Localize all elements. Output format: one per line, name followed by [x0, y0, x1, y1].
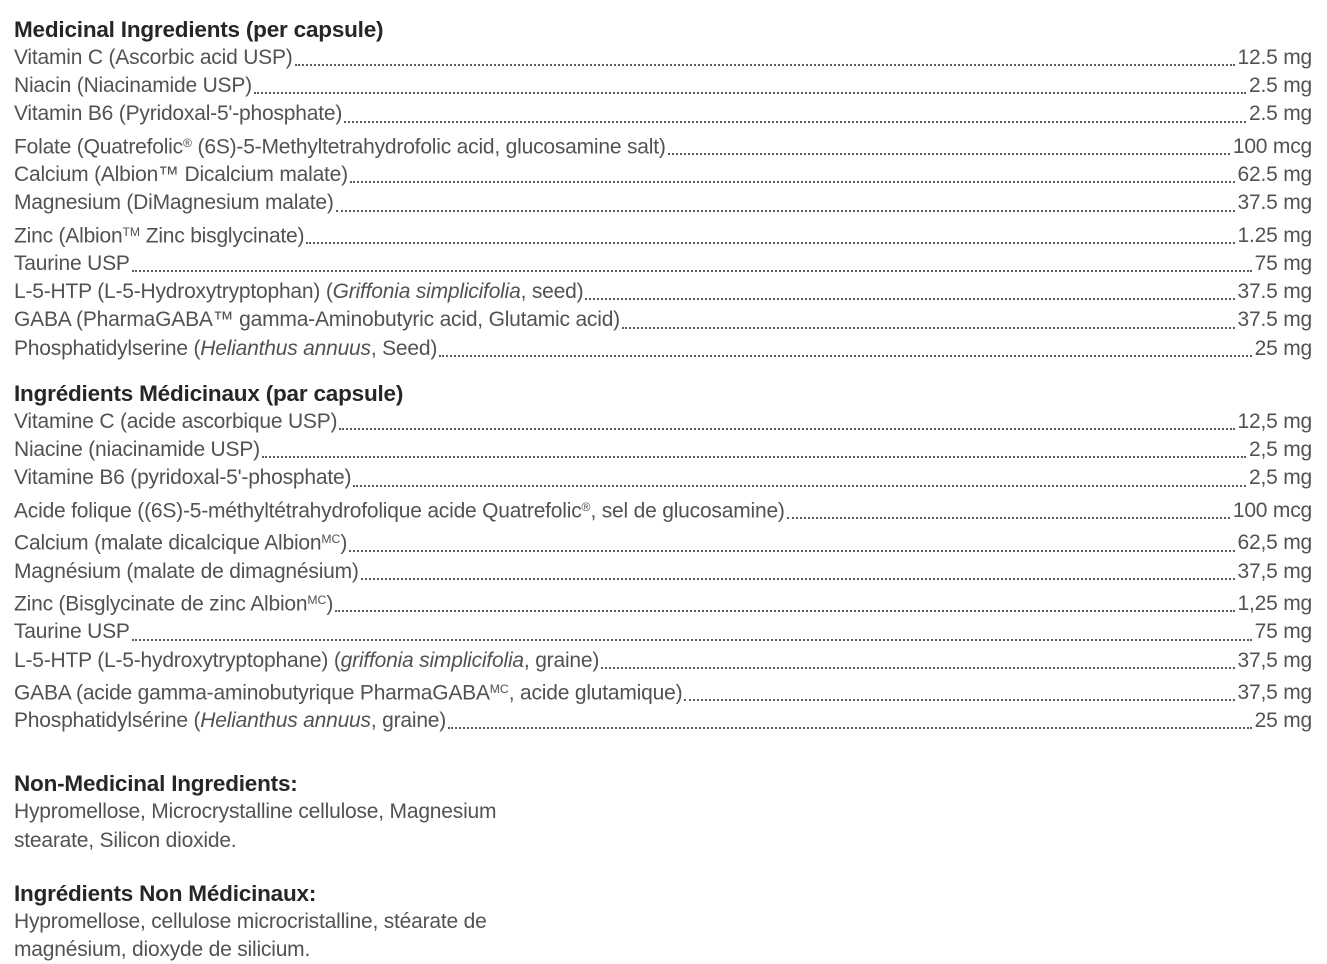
ingredient-amount: 37.5 mg [1237, 308, 1312, 332]
ingredient-row [14, 161, 1312, 189]
ingredient-amount: 75 mg [1254, 620, 1312, 644]
ingredient-amount: 37.5 mg [1237, 191, 1312, 215]
dot-leader [585, 298, 1234, 300]
ingredient-row [14, 558, 1312, 586]
ingredient-amount: 2,5 mg [1249, 438, 1312, 462]
ingredient-amount: 2,5 mg [1249, 466, 1312, 490]
dot-leader [349, 550, 1234, 552]
ingredient-name: Phosphatidylsérine (Helianthus annuus, graine) [14, 709, 447, 733]
ingredient-row [14, 675, 1312, 708]
text-line: magnésium, dioxyde de silicium. [14, 938, 311, 962]
ingredient-name: Zinc (Albion™ Zinc bisglycinate) [14, 223, 305, 247]
dot-leader [254, 92, 1246, 94]
non-medicinal-fr-heading: Ingrédients Non Médicinaux: [14, 880, 317, 906]
dot-leader [684, 699, 1234, 701]
dot-leader [295, 64, 1235, 66]
ingredient-amount: 62.5 mg [1237, 163, 1312, 187]
ingredient-amount: 100 mcg [1232, 498, 1312, 522]
text-line: Hypromellose, cellulose microcristalline, stéarate de [14, 909, 487, 933]
ingredient-name: Niacine (niacinamide USP) [14, 438, 260, 462]
ingredient-row [14, 129, 1312, 162]
ingredient-name: Taurine USP [14, 620, 130, 644]
ingredient-amount: 25 mg [1254, 709, 1312, 733]
ingredient-amount: 2.5 mg [1249, 102, 1312, 126]
ingredient-row [14, 436, 1312, 464]
ingredient-name: Niacin (Niacinamide USP) [14, 74, 252, 98]
ingredient-name: Phosphatidylserine (Helianthus annuus, Seed) [14, 336, 438, 360]
ingredient-amount: 37,5 mg [1237, 648, 1312, 672]
ingredient-name: Acide folique ((6S)-5-méthyltétrahydrofolique acide Quatrefolic®, sel de glucosamine) [14, 498, 785, 522]
dot-leader [350, 181, 1235, 183]
ingredient-row [14, 493, 1312, 526]
dot-leader [306, 242, 1234, 244]
ingredient-amount: 37,5 mg [1237, 681, 1312, 705]
ingredient-name: Vitamine C (acide ascorbique USP) [14, 409, 338, 433]
dot-leader [132, 639, 1252, 641]
ingredient-name: L-5-HTP (L-5-hydroxytryptophane) (griffonia simplicifolia, graine) [14, 648, 600, 672]
ingredient-name: GABA (PharmaGABA™ gamma-Aminobutyric acid, Glutamic acid) [14, 308, 620, 332]
ingredient-name: Magnesium (DiMagnesium malate) [14, 191, 334, 215]
ingredient-name: Magnésium (malate de dimagnésium) [14, 559, 359, 583]
medicinal-ingredients-fr-list [14, 408, 1312, 736]
dot-leader [353, 485, 1246, 487]
dot-leader [622, 327, 1235, 329]
ingredient-name: Folate (Quatrefolic® (6S)-5-Methyltetrahydrofolic acid, glucosamine salt) [14, 134, 666, 158]
text-line: stearate, Silicon dioxide. [14, 828, 237, 852]
ingredient-name: Vitamin C (Ascorbic acid USP) [14, 46, 293, 69]
ingredient-name: Calcium (Albion™ Dicalcium malate) [14, 163, 348, 187]
ingredient-row [14, 618, 1312, 646]
dot-leader [668, 153, 1230, 155]
ingredient-row [14, 100, 1312, 128]
ingredient-amount: 25 mg [1254, 336, 1312, 360]
ingredient-name: Vitamin B6 (Pyridoxal-5'-phosphate) [14, 102, 343, 126]
ingredient-name: L-5-HTP (L-5-Hydroxytryptophan) (Griffonia simplicifolia, seed) [14, 280, 584, 304]
ingredient-row [14, 250, 1312, 278]
ingredient-amount: 1.25 mg [1237, 223, 1312, 247]
ingredient-amount: 37,5 mg [1237, 559, 1312, 583]
medicinal-ingredients-en-heading: Medicinal Ingredients (per capsule) [14, 17, 384, 42]
ingredient-amount: 75 mg [1254, 252, 1312, 276]
dot-leader [448, 727, 1252, 729]
non-medicinal-en-heading: Non-Medicinal Ingredients: [14, 771, 298, 797]
dot-leader [336, 210, 1235, 212]
ingredient-name: Taurine USP [14, 252, 130, 276]
ingredient-amount: 12.5 mg [1237, 46, 1312, 69]
ingredient-row [14, 525, 1312, 558]
ingredient-amount: 62,5 mg [1237, 531, 1312, 555]
ingredient-name: Zinc (Bisglycinate de zinc Albion$^{MC}$) [14, 592, 334, 616]
ingredient-amount: 1,25 mg [1237, 592, 1312, 616]
ingredient-row [14, 72, 1312, 100]
dot-leader [339, 428, 1234, 430]
medicinal-ingredients-fr-heading: Ingrédients Médicinaux (par capsule) [14, 380, 404, 406]
ingredient-amount: 12,5 mg [1237, 409, 1312, 433]
ingredient-row [14, 707, 1312, 735]
dot-leader [787, 517, 1230, 519]
ingredient-row [14, 464, 1312, 492]
dot-leader [361, 578, 1235, 580]
ingredient-row [14, 335, 1312, 363]
ingredient-row [14, 647, 1312, 675]
ingredient-row [14, 218, 1312, 251]
ingredient-amount: 100 mcg [1232, 134, 1312, 158]
dot-leader [335, 610, 1234, 612]
dot-leader [132, 270, 1252, 272]
text-line: Hypromellose, Microcrystalline cellulose, Magnesium [14, 800, 497, 824]
ingredient-row [14, 278, 1312, 306]
non-medicinal-en-text [14, 798, 1312, 854]
medicinal-ingredients-en-list [14, 44, 1312, 363]
dot-leader [439, 355, 1251, 357]
ingredient-name: Vitamine B6 (pyridoxal-5'-phosphate) [14, 466, 352, 490]
non-medicinal-fr-text [14, 908, 1312, 964]
ingredient-row [14, 189, 1312, 217]
dot-leader [601, 667, 1234, 669]
ingredient-amount: 2.5 mg [1249, 74, 1312, 98]
ingredient-row [14, 408, 1312, 436]
ingredient-name: Calcium (malate dicalcique Albion$^{MC}$) [14, 531, 348, 555]
ingredient-row [14, 44, 1312, 72]
dot-leader [344, 121, 1246, 123]
ingredient-row [14, 586, 1312, 619]
ingredient-name: GABA (acide gamma-aminobutyrique PharmaGABA$^{MC}$, acide glutamique) [14, 681, 683, 705]
ingredient-row [14, 306, 1312, 334]
dot-leader [262, 456, 1246, 458]
ingredient-amount: 37.5 mg [1237, 280, 1312, 304]
